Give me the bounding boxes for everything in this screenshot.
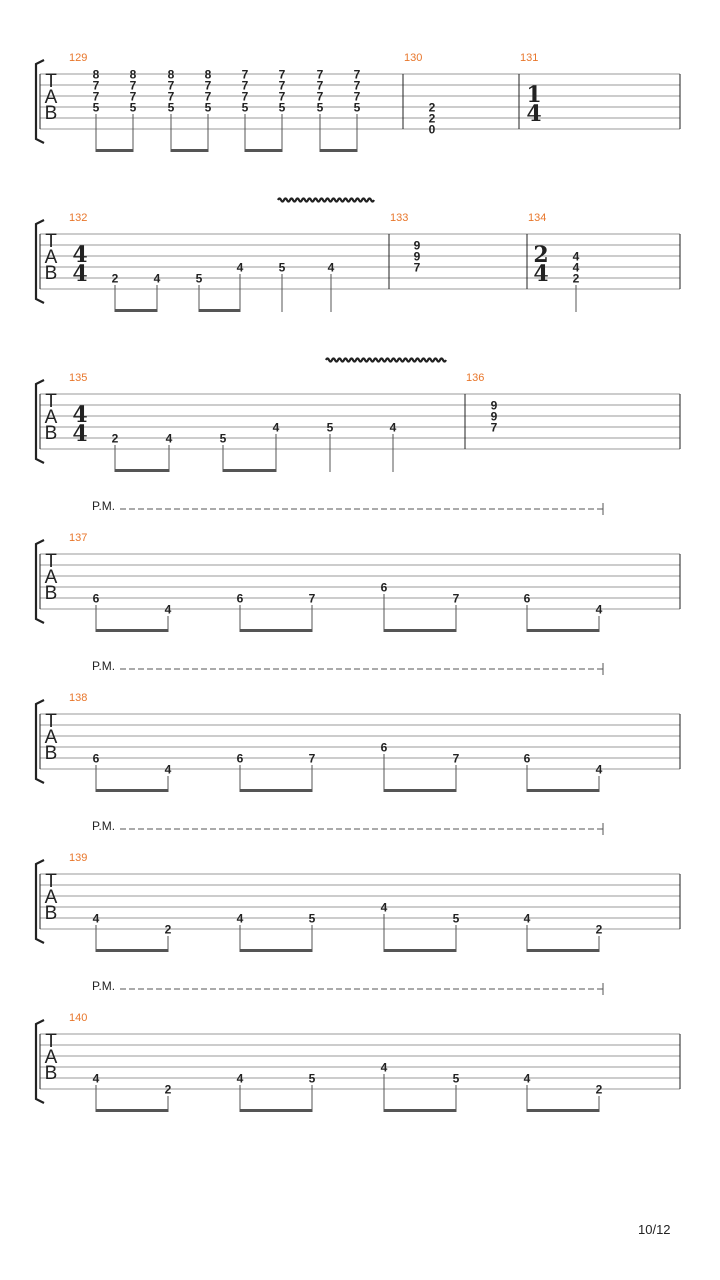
page-number: 10/12 — [638, 1222, 671, 1237]
measure-number: 130 — [404, 52, 423, 64]
fret-number: 5 — [353, 100, 361, 115]
fret-number: 2 — [428, 111, 436, 126]
tab-clef-letter: A — [44, 887, 58, 908]
measure-number: 136 — [466, 372, 485, 384]
fret-number: 7 — [308, 591, 316, 606]
fret-number: 5 — [241, 100, 249, 115]
beam — [384, 1109, 456, 1112]
time-signature-top: 1 — [526, 82, 542, 108]
fret-number: 7 — [278, 78, 286, 93]
fret-number: 7 — [316, 89, 324, 104]
fret-number: 5 — [195, 271, 203, 286]
fret-number: 7 — [353, 89, 361, 104]
beam — [240, 949, 312, 952]
fret-number: 6 — [523, 591, 531, 606]
fret-number: 4 — [236, 260, 244, 275]
beam — [115, 309, 157, 312]
beam — [115, 469, 169, 472]
beam — [240, 1109, 312, 1112]
fret-number: 5 — [316, 100, 324, 115]
fret-number: 9 — [413, 238, 421, 253]
tab-clef-letter: A — [44, 247, 58, 268]
fret-number: 5 — [308, 911, 316, 926]
fret-number: 4 — [380, 900, 388, 915]
tab-clef-letter: A — [44, 87, 58, 108]
tab-system — [36, 199, 680, 313]
fret-number: 7 — [452, 751, 460, 766]
beam — [527, 1109, 599, 1112]
tab-system — [36, 52, 680, 152]
fret-number: 6 — [380, 740, 388, 755]
fret-number: 7 — [316, 78, 324, 93]
fret-number: 7 — [241, 78, 249, 93]
fret-number: 2 — [428, 100, 436, 115]
fret-number: 7 — [241, 67, 249, 82]
beam — [96, 949, 168, 952]
fret-number: 9 — [490, 398, 498, 413]
vibrato-marking — [326, 359, 446, 362]
fret-number: 6 — [92, 751, 100, 766]
fret-number: 6 — [380, 580, 388, 595]
beam — [96, 149, 133, 152]
tab-clef-letter: A — [44, 1047, 58, 1068]
tab-clef-letter: A — [44, 407, 58, 428]
tab-clef-letter: B — [44, 423, 58, 444]
tab-clef-letter: B — [44, 263, 58, 284]
measure-number: 139 — [69, 852, 88, 864]
fret-number: 8 — [92, 67, 100, 82]
fret-number: 5 — [452, 1071, 460, 1086]
fret-number: 7 — [353, 67, 361, 82]
fret-number: 4 — [164, 762, 172, 777]
tab-clef-letter: T — [45, 391, 57, 412]
fret-number: 6 — [92, 591, 100, 606]
measure-number: 131 — [520, 52, 539, 64]
beam — [96, 629, 168, 632]
tab-system — [36, 359, 680, 473]
fret-number: 5 — [308, 1071, 316, 1086]
fret-number: 8 — [204, 67, 212, 82]
fret-number: 7 — [204, 78, 212, 93]
time-signature-top: 2 — [533, 242, 549, 268]
beam — [171, 149, 208, 152]
fret-number: 5 — [326, 420, 334, 435]
beam — [96, 789, 168, 792]
fret-number: 5 — [129, 100, 137, 115]
fret-number: 4 — [523, 1071, 531, 1086]
fret-number: 4 — [523, 911, 531, 926]
fret-number: 4 — [572, 249, 580, 264]
beam — [384, 789, 456, 792]
tab-clef-letter: B — [44, 743, 58, 764]
tab-clef-letter: B — [44, 103, 58, 124]
measure-number: 134 — [528, 212, 547, 224]
fret-number: 2 — [572, 271, 580, 286]
beam — [199, 309, 240, 312]
fret-number: 8 — [167, 67, 175, 82]
beam — [240, 629, 312, 632]
tab-clef-letter: B — [44, 1063, 58, 1084]
palm-mute-label: P.M. — [92, 979, 116, 993]
measure-number: 133 — [390, 212, 409, 224]
fret-number: 0 — [428, 122, 436, 137]
fret-number: 4 — [389, 420, 397, 435]
measure-number: 137 — [69, 532, 88, 544]
beam — [384, 629, 456, 632]
fret-number: 8 — [129, 67, 137, 82]
beam — [527, 789, 599, 792]
fret-number: 4 — [164, 602, 172, 617]
beam — [527, 629, 599, 632]
fret-number: 4 — [92, 1071, 100, 1086]
fret-number: 5 — [219, 431, 227, 446]
fret-number: 9 — [413, 249, 421, 264]
palm-mute-label: P.M. — [92, 659, 116, 673]
fret-number: 2 — [111, 271, 119, 286]
fret-number: 6 — [236, 591, 244, 606]
fret-number: 7 — [353, 78, 361, 93]
beam — [384, 949, 456, 952]
fret-number: 4 — [380, 1060, 388, 1075]
fret-number: 4 — [327, 260, 335, 275]
fret-number: 4 — [236, 911, 244, 926]
fret-number: 5 — [167, 100, 175, 115]
fret-number: 7 — [129, 89, 137, 104]
fret-number: 2 — [595, 1082, 603, 1097]
measure-number: 132 — [69, 212, 88, 224]
fret-number: 7 — [413, 260, 421, 275]
fret-number: 5 — [278, 100, 286, 115]
fret-number: 5 — [92, 100, 100, 115]
tab-system — [36, 819, 680, 952]
fret-number: 6 — [236, 751, 244, 766]
fret-number: 5 — [204, 100, 212, 115]
time-signature-bottom: 4 — [72, 421, 88, 447]
fret-number: 7 — [129, 78, 137, 93]
fret-number: 4 — [595, 602, 603, 617]
time-signature-bottom: 4 — [533, 261, 549, 287]
fret-number: 7 — [167, 78, 175, 93]
time-signature-top: 4 — [72, 402, 88, 428]
fret-number: 4 — [595, 762, 603, 777]
tab-clef-letter: B — [44, 903, 58, 924]
beam — [527, 949, 599, 952]
fret-number: 4 — [572, 260, 580, 275]
fret-number: 7 — [316, 67, 324, 82]
fret-number: 7 — [92, 89, 100, 104]
measure-number: 138 — [69, 692, 88, 704]
fret-number: 7 — [308, 751, 316, 766]
tab-clef-letter: T — [45, 231, 57, 252]
tab-clef-letter: T — [45, 711, 57, 732]
fret-number: 5 — [278, 260, 286, 275]
fret-number: 2 — [111, 431, 119, 446]
time-signature-bottom: 4 — [72, 261, 88, 287]
tab-system — [36, 979, 680, 1112]
fret-number: 7 — [204, 89, 212, 104]
fret-number: 7 — [452, 591, 460, 606]
beam — [96, 1109, 168, 1112]
fret-number: 4 — [272, 420, 280, 435]
tab-clef-letter: A — [44, 567, 58, 588]
fret-number: 2 — [595, 922, 603, 937]
beam — [223, 469, 276, 472]
fret-number: 4 — [153, 271, 161, 286]
fret-number: 9 — [490, 409, 498, 424]
fret-number: 4 — [92, 911, 100, 926]
fret-number: 2 — [164, 1082, 172, 1097]
fret-number: 7 — [92, 78, 100, 93]
measure-number: 135 — [69, 372, 88, 384]
tab-clef-letter: T — [45, 1031, 57, 1052]
fret-number: 7 — [490, 420, 498, 435]
fret-number: 5 — [452, 911, 460, 926]
time-signature-bottom: 4 — [526, 101, 542, 127]
palm-mute-label: P.M. — [92, 819, 116, 833]
beam — [320, 149, 357, 152]
time-signature-top: 4 — [72, 242, 88, 268]
fret-number: 7 — [278, 67, 286, 82]
fret-number: 6 — [523, 751, 531, 766]
fret-number: 7 — [241, 89, 249, 104]
tab-clef-letter: T — [45, 71, 57, 92]
fret-number: 7 — [167, 89, 175, 104]
beam — [240, 789, 312, 792]
palm-mute-label: P.M. — [92, 499, 116, 513]
measure-number: 140 — [69, 1012, 88, 1024]
tab-clef-letter: A — [44, 727, 58, 748]
tab-system — [36, 499, 680, 632]
tab-clef-letter: T — [45, 551, 57, 572]
fret-number: 7 — [278, 89, 286, 104]
vibrato-marking — [278, 199, 374, 202]
beam — [245, 149, 282, 152]
tab-system — [36, 659, 680, 792]
fret-number: 4 — [165, 431, 173, 446]
fret-number: 4 — [236, 1071, 244, 1086]
fret-number: 2 — [164, 922, 172, 937]
tab-clef-letter: B — [44, 583, 58, 604]
measure-number: 129 — [69, 52, 88, 64]
tab-clef-letter: T — [45, 871, 57, 892]
